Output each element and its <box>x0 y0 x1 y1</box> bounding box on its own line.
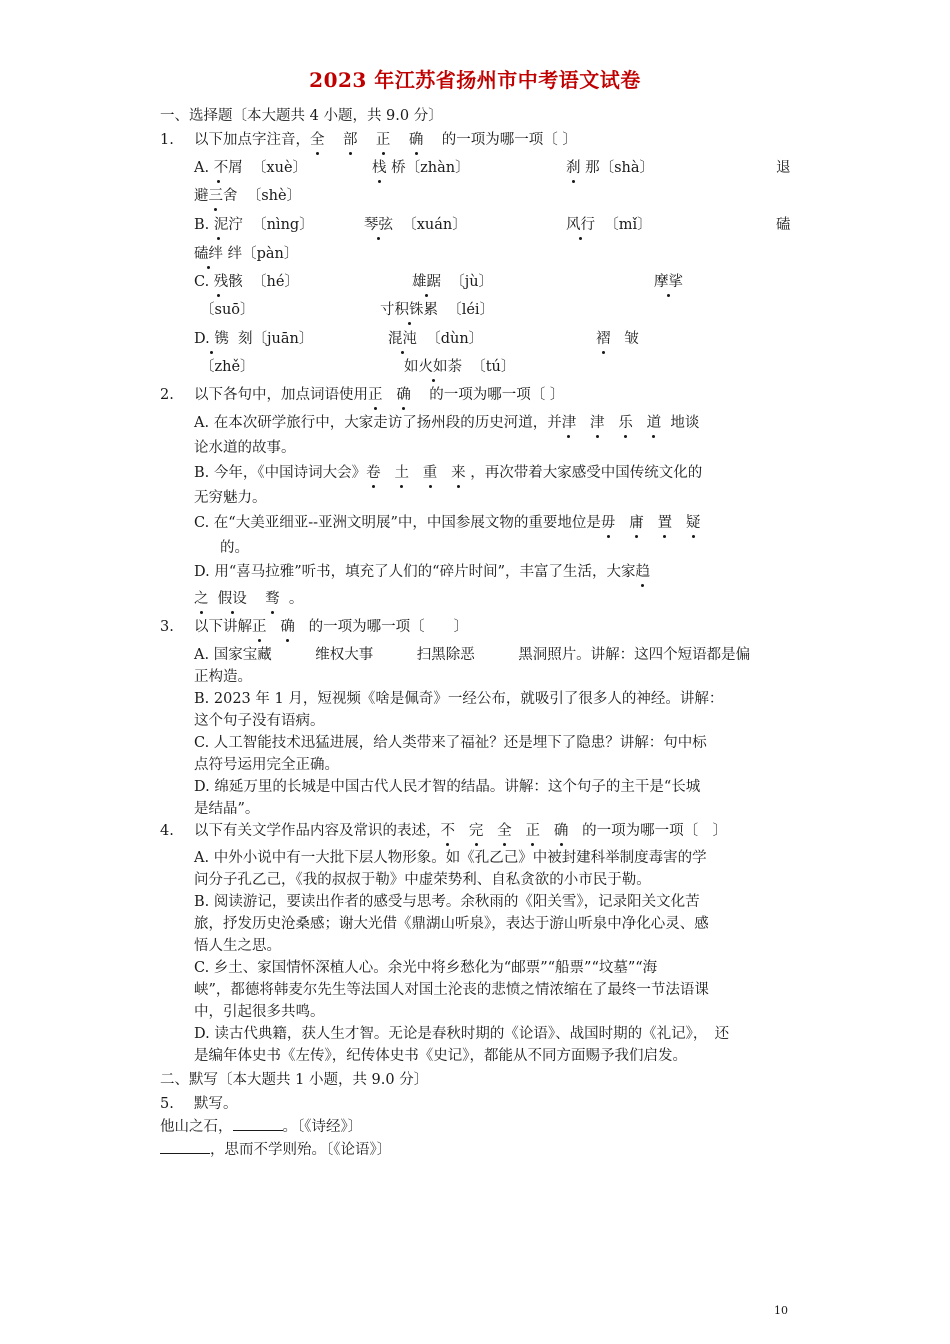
option-a: A. 中外小说中有一大批下层人物形象。如《孔乙己》中被封建科举制度毒害的学 <box>194 850 707 866</box>
question-stem: 默写。 <box>194 1096 238 1112</box>
dotted-char: 正 <box>375 132 391 148</box>
option-d-item: 如火如荼 〔tú〕 <box>404 359 516 375</box>
answer-blank[interactable] <box>233 1116 283 1131</box>
option-a-item: 刹 那〔shà〕 <box>566 160 655 176</box>
option-a: A. 国家宝藏 维权大事 扫黑除恶 黑洞照片。讲解：这四个短语都是偏 <box>194 647 751 663</box>
option-d: D. 绵延万里的长城是中国古代人民才智的结晶。讲解：这个句子的主干是“长城 <box>194 779 701 795</box>
option-b: B. 今年，《中国诗词大会》卷 土 重 来 ，再次带着大家感受中国传统文化的 <box>194 465 703 481</box>
question-number: 4. <box>160 823 174 839</box>
option-d-cont: 是结晶”。 <box>194 801 260 817</box>
option-d: D. 读古代典籍，获人生才智。无论是春秋时期的《论语》、战国时期的《礼记》， 还 <box>194 1026 730 1042</box>
question-stem: 以下讲解正 确 的一项为哪一项〔 〕 <box>194 619 469 635</box>
option-c-cont: 的。 <box>220 540 249 556</box>
option-a-cont: 正构造。 <box>194 669 252 685</box>
option-c-item: 摩挲 <box>654 274 683 290</box>
option-b-item: 琴弦 〔xuán〕 <box>364 217 467 233</box>
option-b: B. 阅读游记，要读出作者的感受与思考。余秋雨的《阳关雪》，记录阳关文化苦 <box>194 894 700 910</box>
page-number: 10 <box>774 1304 788 1317</box>
option-b: B. 泥泞 〔nìng〕 <box>194 217 314 233</box>
option-d: D. 用“喜马拉雅”听书，填充了人们的“碎片时间”，丰富了生活，大家趋 <box>194 564 650 580</box>
option-c: C. 残骸 〔hé〕 <box>194 274 299 290</box>
question-number: 1. <box>160 132 174 148</box>
option-d-item: 混沌 〔dùn〕 <box>388 331 484 347</box>
option-a-cont: 论水道的故事。 <box>194 440 296 456</box>
option-a: A. 不屑 〔xuè〕 <box>194 160 308 176</box>
question-stem: 以下加点字注音，全 部 正 确 的一项为哪一项〔 〕 <box>194 132 577 148</box>
option-b-item: 风行 〔mǐ〕 <box>566 217 652 233</box>
question-number: 2. <box>160 387 174 403</box>
option-b-cont: 磕绊 绊〔pàn〕 <box>194 246 299 262</box>
dictation-line-2: ，思而不学则殆。〔《论语》〕 <box>160 1139 391 1160</box>
dictation-line-1: 他山之石， 。〔《诗经》〕 <box>160 1116 362 1137</box>
question-number: 5. <box>160 1096 174 1112</box>
option-a-cont: 问分子孔乙己，《我的叔叔于勒》中虚荣势利、自私贪欲的小市民于勒。 <box>194 872 651 888</box>
option-c-item: 寸积铢累 〔léi〕 <box>380 302 495 318</box>
question-stem: 以下各句中，加点词语使用正 确 的一项为哪一项〔 〕 <box>194 387 565 403</box>
question-number: 3. <box>160 619 174 635</box>
option-a-item: 栈 桥〔zhàn〕 <box>372 160 470 176</box>
question-stem: 以下有关文学作品内容及常识的表述，不 完 全 正 确 的一项为哪一项〔 〕 <box>194 823 728 839</box>
option-b-cont: 悟人生之思。 <box>194 938 281 954</box>
option-c: C. 乡土、家国情怀深植人心。余光中将乡愁化为“邮票”“船票”“坟墓”“海 <box>194 960 658 976</box>
option-c-item: 雄踞 〔jù〕 <box>412 274 494 290</box>
option-a: A. 在本次研学旅行中，大家走访了扬州段的历史河道，并津 津 乐 道 地谈 <box>194 415 700 431</box>
dotted-char: 部 <box>342 132 358 148</box>
option-b: B. 2023 年 1 月，短视频《啥是佩奇》一经公布，就吸引了很多人的神经。讲解： <box>194 691 724 707</box>
option-c-cont: 峡”，都德将韩麦尔先生等法国人对国土沦丧的悲愤之情浓缩在了最终一节法语课 <box>194 982 709 998</box>
option-d-cont: 〔zhě〕 <box>200 359 255 375</box>
option-c-cont: 中，引起很多共鸣。 <box>194 1004 325 1020</box>
section-heading-choice: 一、选择题〔本大题共 4 小题，共 9.0 分〕 <box>160 108 443 124</box>
option-d-cont: 之 假设 骛 。 <box>194 591 304 607</box>
option-d-item: 褶 皱 <box>596 331 639 347</box>
option-d-cont: 是编年体史书《左传》，纪传体史书《史记》，都能从不同方面赐予我们启发。 <box>194 1048 687 1064</box>
option-c-cont: 点符号运用完全正确。 <box>194 757 339 773</box>
option-b-cont: 无穷魅力。 <box>194 490 267 506</box>
option-c: C. 人工智能技术迅猛进展，给人类带来了福祉？还是埋下了隐患？讲解：句中标 <box>194 735 707 751</box>
option-a-cont: 避三舍 〔shè〕 <box>194 188 302 204</box>
answer-blank[interactable] <box>160 1139 210 1154</box>
section-heading-dictation: 二、默写〔本大题共 1 小题，共 9.0 分〕 <box>160 1072 429 1088</box>
option-b-cont: 这个句子没有语病。 <box>194 713 325 729</box>
page-title: 2023 年江苏省扬州市中考语文试卷 <box>309 68 641 92</box>
dotted-char: 全 <box>310 132 325 148</box>
dotted-char: 确 <box>408 132 424 148</box>
option-b-item: 磕 <box>776 217 791 233</box>
option-c-cont: 〔suō〕 <box>200 302 255 318</box>
option-b-cont: 旅，抒发历史沧桑感；谢大光借《鼎湖山听泉》，表达于游山听泉中净化心灵、感 <box>194 916 709 932</box>
option-a-item: 退 <box>776 160 791 176</box>
option-d: D. 镌 刻〔juān〕 <box>194 331 314 347</box>
option-c: C. 在“大美亚细亚--亚洲文明展”中，中国参展文物的重要地位是毋 庸 置 疑 <box>194 515 701 531</box>
